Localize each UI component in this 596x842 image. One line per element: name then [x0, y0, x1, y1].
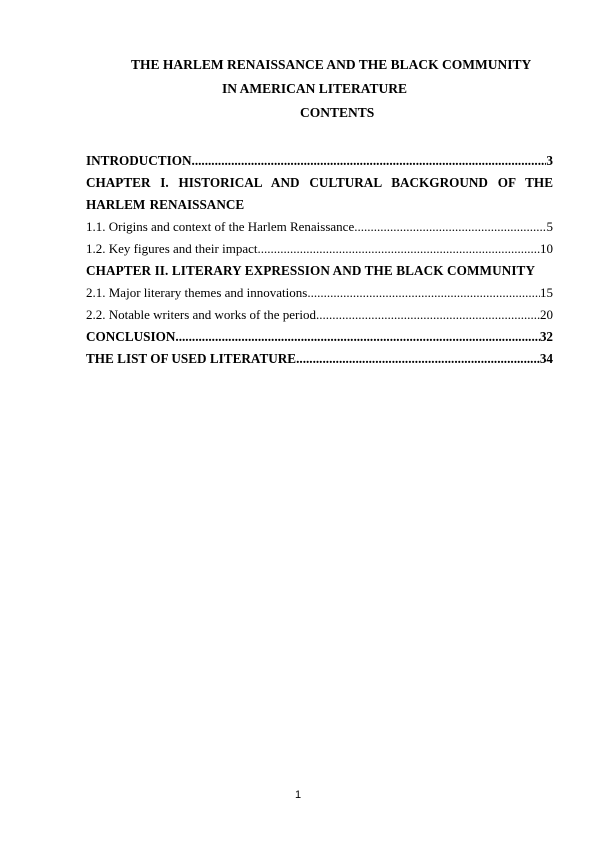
toc-page-number: 3 [546, 153, 553, 168]
contents-heading: CONTENTS [300, 105, 375, 120]
toc-entry-label: 2.2. Notable writers and works of the period [86, 307, 316, 322]
chapter-1-title-line-2: HARLEM RENAISSANCE [86, 197, 245, 212]
dot-leader [296, 348, 540, 370]
toc-entry-chapter-2[interactable]: CHAPTER II. LITERARY EXPRESSION AND THE BLACK COMMUNITY [86, 263, 536, 278]
toc-entry-section-1-2[interactable] [86, 238, 553, 260]
dot-leader [192, 150, 547, 172]
toc-entry-label: CONCLUSION [86, 329, 176, 344]
toc-page-number: 34 [539, 351, 553, 366]
toc-entry-chapter-1[interactable] [86, 172, 553, 216]
toc-page-number: 10 [540, 241, 553, 256]
toc-entry-literature[interactable] [86, 348, 553, 370]
table-of-contents [86, 150, 553, 370]
toc-entry-label: THE LIST OF USED LITERATURE [86, 351, 297, 366]
toc-page-number: 15 [540, 285, 553, 300]
toc-entry-label: 1.2. Key figures and their impact [86, 241, 258, 256]
toc-entry-section-2-2[interactable] [86, 304, 553, 326]
toc-page-number: 20 [540, 307, 553, 322]
page-number: 1 [294, 789, 302, 801]
toc-entry-section-1-1[interactable] [86, 216, 553, 238]
toc-page-number: 5 [546, 219, 553, 234]
document-title-line-1: THE HARLEM RENAISSANCE AND THE BLACK COMMUNITY [131, 57, 532, 72]
dot-leader [354, 216, 546, 238]
toc-entry-label: INTRODUCTION [86, 153, 192, 168]
dot-leader [175, 326, 539, 348]
toc-page-number: 32 [539, 329, 553, 344]
dot-leader [316, 304, 540, 326]
toc-entry-section-2-1[interactable] [86, 282, 553, 304]
toc-entry-label: 1.1. Origins and context of the Harlem Renaissance [86, 219, 355, 234]
dot-leader [307, 282, 540, 304]
chapter-1-title-line-1: CHAPTER I. HISTORICAL AND CULTURAL BACKGROUND OF THE [86, 175, 553, 190]
toc-entry-conclusion[interactable] [86, 326, 553, 348]
dot-leader [257, 238, 540, 260]
toc-entry-introduction[interactable] [86, 150, 553, 172]
toc-entry-label: 2.1. Major literary themes and innovations [86, 285, 308, 300]
document-title-line-2: IN AMERICAN LITERATURE [222, 81, 408, 96]
